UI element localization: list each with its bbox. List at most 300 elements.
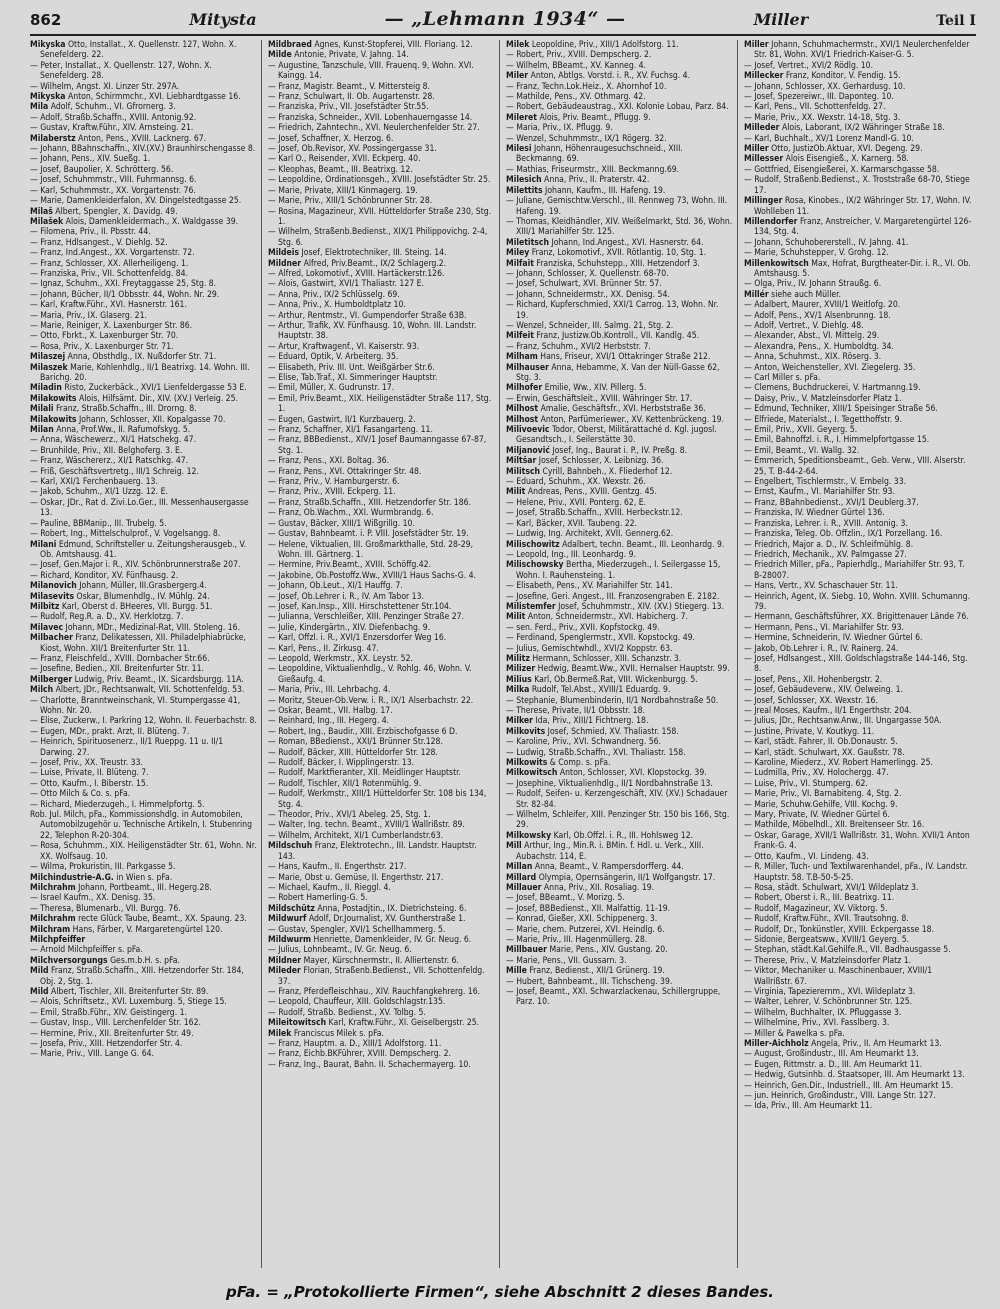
entry-details: — Wilhelm, Architekt, XI/1 Cumberlandstr.63. [268,830,444,841]
entry-details: — Israel Kaufm., XX. Denisg. 35. [30,893,156,904]
entry-details: — Josephine, Viktualienhdlg., II/1 Nordbahnstraße 13. [506,778,713,789]
entry-details: — Gustav, Kraftw.Führ., XIV. Arnsteing. 21. [30,123,194,134]
entry-details: — Heinrich, Agent, IX. Siebg. 10, Wohn. XVIII. Schumanng. 79. [744,591,971,612]
directory-entry [30,362,257,384]
directory-entry [30,92,257,103]
entry-details: Max, Hofrat, Burgtheater-Dir. i. R., VI. Ob. Amtshausg. 5. [754,258,971,279]
directory-entry [30,425,257,436]
entry-details: — Johann, Pens., XIV. Sueßg. 1. [30,154,151,165]
directory-entry [30,893,257,904]
directory-entry [268,643,495,654]
directory-entry [30,102,257,113]
entry-details: Andreas, Pens., XVIII. Gentzg. 45. [527,487,657,498]
directory-entry [30,1039,257,1049]
entry-details: — Ludwig, Ing. Architekt, XVII. Gennerg.62. [506,529,674,540]
directory-entry [506,123,733,134]
entry-details: — Marie, Schuhw.Gehilfe, VIII. Kochg. 9. [744,799,898,810]
entry-details: — Franz, Magistr. Beamt., V. Mittersteig 8. [268,81,430,92]
directory-entry [268,622,495,633]
directory-entry [506,664,733,675]
directory-entry [30,653,257,664]
entry-surname: Millbauer [506,945,547,956]
entry-surname: Milhofer [506,383,543,394]
directory-entry [744,986,972,997]
entry-details: — Miller & Pawelka s. pFa. [744,1028,845,1039]
entry-details: — Oskar, Garage, XVII/1 Wallrißstr. 31, Wohn. XVII/1 Anton Frank-G. 4. [744,830,970,852]
entry-details: — Alfred, Lokomotivf., XVIII. Hartäckerstr.126. [268,268,445,279]
directory-entry [506,830,733,841]
directory-entry [30,862,257,873]
entry-surname: Milaš [30,206,53,217]
directory-entry [744,591,972,613]
directory-entry [744,508,972,519]
entry-details: — Julius, JDr., Rechtsanw.Anw., III. Ungargasse 50A. [744,716,942,727]
entry-details: — Eugen, Rittmstr. a. D., III. Am Heumarkt 11. [744,1059,923,1070]
directory-entry [744,320,972,331]
entry-details: — Franziska, Priv., VII. Josefstädter Str.55. [268,102,429,113]
entry-details: Angela, Priv., II. Am Heumarkt 13. [811,1039,942,1049]
entry-details: Bertha, Miederzugeh., I. Seilergasse 15, Wohn. I. Rauhensteing. 1. [516,560,721,581]
directory-entry [30,310,257,321]
entry-details: — Rudolf, Straßenb.Bedienst., X. Troststraße 68-70, Stiege 17. [744,175,970,196]
entry-surname: Millenkowitsch [744,258,809,269]
entry-surname: Milhauser [506,362,549,373]
entry-details: — Hans, Vertr., XV. Schaschauer Str. 11. [744,581,898,592]
directory-entry [30,456,257,467]
directory-entry [30,123,257,134]
entry-details: — Wenzel, Schuhmmstr., IX/1 Rögerg. 32. [506,133,667,144]
directory-entry [506,737,733,748]
entry-details: — Carl Miller s. pFa. [744,373,821,383]
entry-details: Ges.m.b.H. s. pFa. [110,955,180,966]
entry-surname: Milaszek [30,362,68,373]
entry-details: — Franz, Ind.Angest., XX. Vorgartenstr. 72. [30,248,195,259]
entry-surname: Mildner [268,258,302,269]
directory-entry [506,539,733,550]
entry-details: Marie, Kohlenhdlg., II/1 Beatrixg. 14. Wohn. III. Barichg. 20. [40,362,250,383]
entry-details: — Rudolf, Bäcker, XIII. Hütteldorfer Str. 128. [268,747,438,758]
entry-details: — Anna, Priv., X. Humboldtplatz 10. [268,300,406,311]
entry-details: — Richard, Kupferschmied, XXI/1 Carrog. 13, Wohn. Nr. 19. [506,300,719,321]
entry-details: Johann, Kaufm., III. Hafeng. 19. [545,185,666,196]
directory-entry [744,1049,972,1060]
entry-details: — Johann, Bücher, II/1 Obbsstr. 44, Wohn. Nr. 29. [30,289,220,300]
entry-details: Olympia, Opernsängerin, II/1 Wolfgangstr. 17. [538,872,716,883]
entry-details: Franz, Justizw.Ob.Kontroll., VII. Kandlg. 45. [536,331,700,342]
directory-entry [744,726,972,737]
directory-entry [268,154,495,165]
directory-entry [744,862,972,883]
entry-details: — Wilhelm, Straßenb.Bedienst., XIX/1 Philippovichg. 2-4, Stg. 6. [268,227,488,248]
entry-surname: Milasevits [30,591,75,602]
directory-entry [268,653,495,664]
entry-details: Karl, Ob.Offzl. i. R., III. Hohlsweg 12. [553,830,694,841]
directory-entry [268,320,495,342]
entry-details: — Josef, Vertret., XVI/2 Rödlg. 10. [744,60,874,71]
directory-entry [744,789,972,800]
entry-surname: Mill [506,841,522,852]
entry-details: — Franz, Wäschererz., XI/1 Ratschkg. 47. [30,456,189,467]
entry-surname: Militsch [506,466,541,477]
entry-details: — Alois, Gastwirt, XVI/1 Thaliastr. 127 E. [268,279,424,290]
entry-details: — Franz, Schlosser, XX. Allerheiligeng. 1. [30,258,189,269]
entry-details: Cyrill, Bahnbeh., X. Fliederhof 12. [542,466,673,477]
entry-details: — Karl, städt. Schulwart, XX. Gaußstr. 78. [744,747,905,758]
entry-surname: Milberger [30,674,73,685]
entry-surname: Mildwurm [268,934,312,945]
directory-entry [506,934,733,945]
directory-entry [268,300,495,311]
directory-entry [268,591,495,602]
entry-details: Alois, Laborant, IX/2 Währinger Straße 18. [781,123,945,134]
entry-details: — Ida, Priv., III. Am Heumarkt 11. [744,1101,873,1112]
directory-entry [744,778,972,789]
entry-details: — Richard, Konditor, XV. Fünfhausg. 2. [30,570,179,581]
directory-entry [30,1018,257,1029]
entry-details: — Franz, Ing., Baurat, Bahn. II. Schachermayerg. 10. [268,1059,471,1070]
directory-entry [744,71,972,82]
entry-details: Alois, Hilfsämt. Dir., XIV. (XV.) Verleig. 25. [79,393,238,404]
directory-entry [268,841,495,862]
entry-details: — Otto, Kaufm., VI. Lindeng. 43. [744,851,869,862]
entry-details: Albert, Tischler, XII. Breitenfurter Str. 89. [51,986,209,997]
directory-entry [30,487,257,498]
directory-entry [744,352,972,363]
directory-entry [744,945,972,956]
entry-details: Anton, Parfümeriewer., XV. Kettenbrückeng. 19. [540,414,725,425]
directory-entry [744,1039,972,1049]
page-number: 862 [30,11,62,29]
entry-details: — Olga, Priv., IV. Johann Straußg. 6. [744,279,882,290]
entry-details: — Artur, Kraftwagenf., VI. Kaiserstr. 93. [268,341,420,352]
entry-details: — Augustine, Tanzschule, VIII. Frauenq. 9, Wohn. XVI. Kaingg. 14. [268,60,474,82]
entry-surname: Mileder [268,966,301,977]
directory-entry [30,352,257,363]
entry-details: — Hermine, Priv.Beamt., XVIII. Schöffg.42. [268,560,432,571]
entry-details: — Robert, Ing., Baudir., XIII. Erzbischofgasse 6 D. [268,726,458,737]
entry-details: — Daisy, Priv., V. Matzleinsdorfer Platz 1. [744,393,902,404]
entry-details: Mayer, Kürschnermstr., II. Alliertenstr. 6. [303,955,459,966]
directory-entry [506,841,733,862]
entry-details: — Helene, Priv., XVII. Ponterg. 62, E. [506,497,647,508]
entry-details: — Viktor, Mechaniker u. Maschinenbauer, XVIII/1 Wallrißstr. 67. [744,966,933,987]
directory-entry [30,435,257,446]
directory-entry [268,966,495,987]
column-4 [744,40,976,1268]
entry-surname: Milanovich [30,581,77,592]
directory-entry [744,768,972,779]
entry-details: — Marie, Schuhstepper, V. Grohg. 12. [744,248,889,259]
directory-entry [30,622,257,633]
entry-details: — Karl, Pens., VII. Schottenfeldg. 27. [744,102,886,113]
entry-details: — Julianna, Verschleißer, XIII. Penzinger Straße 27. [268,612,465,623]
entry-surname: Milleder [744,123,780,134]
entry-details: — Wilhelm, Angst. XI. Linzer Str. 297A. [30,81,180,92]
entry-details: — R. Miller, Tuch- und Textilwarenhandel, pFa., IV. Landstr. Hauptstr. 58. T.B-50-5-25. [744,862,968,883]
entry-details: — Otto, Kaufm., I. Biberstr. 15. [30,778,149,789]
entry-surname: Mildschütz [268,903,315,914]
directory-entry [30,227,257,238]
directory-entry [268,633,495,644]
directory-entry [744,799,972,810]
entry-details: — Adalbert, Maurer, XVIII/1 Weitlofg. 20. [744,300,901,311]
directory-entry [506,862,733,873]
entry-surname: Milesi [506,144,532,155]
directory-entry [268,185,495,196]
directory-entry [30,112,257,123]
entry-details: Rob. Jul. Milch, pFa., Kommissionshdlg. in Automobilen, Automobilzugehör u. Technische Artikeln, I. Stubenring 22, Telephon R-20-304. [30,810,252,841]
directory-entry [268,768,495,779]
entry-details: — Friß, Geschäftsvertretg., III/1 Schreig. 12. [30,466,199,477]
entry-details: — Elisabeth, Priv. III. Unt. Weißgärber Str.6. [268,362,435,373]
entry-details: Hans, Friseur, XVI/1 Ottakringer Straße 212. [540,352,711,363]
directory-entry [268,497,495,508]
directory-entry [30,841,257,862]
directory-entry [506,60,733,71]
entry-details: — Wilhelm, Schleifer, XIII. Penzinger Str. 150 bis 166, Stg. 29. [506,810,730,831]
directory-entry [506,248,733,259]
entry-details: Hedwig, Beamt.Ww., XVII. Hernalser Hauptstr. 99. [537,664,730,675]
directory-entry [30,383,257,394]
entry-surname: Milkowsky [506,830,552,841]
directory-entry [268,539,495,561]
directory-entry [30,560,257,571]
directory-entry [268,310,495,321]
directory-entry [506,872,733,883]
entry-details: — Elise, Zuckerw., I. Parkring 12, Wohn. II. Feuerbachstr. 8. [30,716,257,727]
directory-entry [30,341,257,352]
entry-details: Oskar, Blumenhdlg., IV. Mühlg. 24. [76,591,210,602]
entry-details: — Rosa, Priv., X. Laxenburger Str. 71. [30,341,174,352]
entry-details: Franz, Konditor, V. Fendig. 15. [785,71,901,82]
entry-surname: Miller [744,144,769,155]
entry-details: Johann, Schuhmachermstr., XVI/1 Neulerchenfelder Str. 81, Wohn. XVI/1 Friedrich-Kaiser-G. 5. [754,40,970,61]
directory-entry [506,425,733,446]
directory-entry [506,112,733,123]
directory-entry [30,133,257,144]
entry-details: — Emil, Beamt., VI. Wallg. 32. [744,445,860,456]
directory-entry [506,237,733,248]
entry-details: — Theresa, Blumenarb., VII. Burgg. 76. [30,903,181,914]
entry-details: — Johann, Schlosser, X. Quellenstr. 68-70. [506,268,669,279]
entry-details: — Leopoldine, Viktualienhdlg., V. Rohlg. 46, Wohn. V. Gießaufg. 4. [268,664,472,685]
directory-entry [744,300,972,311]
directory-entry [744,893,972,904]
directory-entry [744,341,972,352]
entry-surname: Milek [506,40,530,50]
entry-details: — Karl, Offzl. i. R., XVI/1 Enzersdorfer Weg 16. [268,633,447,644]
directory-entry [268,664,495,685]
directory-entry [506,456,733,467]
directory-entry [506,549,733,560]
entry-details: — Edmund, Techniker, XIII/1 Speisinger Straße 56. [744,404,938,415]
entry-details: — Karl, Buchhalt., XV/1 Lorenz Mandl-G. 10. [744,133,914,144]
entry-details: — Rudolf, Kraftw.Führ., XVII. Trautsohng. 8. [744,914,909,925]
entry-details: — Ludmilla, Priv., XV. Holochergg. 47. [744,768,889,779]
entry-details: — Elise, Tab.Traf., XI. Simmeringer Hauptstr. [268,373,438,383]
directory-entry [744,851,972,862]
directory-entry [30,529,257,540]
entry-surname: Milius [506,674,532,685]
entry-details: Johann, MDr., Medizinal-Rat, VIII. Stoleng. 16. [65,622,241,633]
entry-details: — Leopold, Ing., III. Leonhardg. 9. [506,549,636,560]
directory-entry [506,518,733,529]
directory-entry [506,40,733,50]
entry-surname: Milistemfer [506,601,556,612]
entry-details: — Josef, Straßb.Schaffn., XVIII. Herbeckstr.12. [506,508,683,519]
entry-details: Arthur, Ing., Min.R. i. BMin. f. Hdl. u. Verk., XIII. Aubachstr. 114, E. [516,841,704,862]
directory-entry [506,945,733,956]
entry-surname: Mildeis [268,248,300,259]
entry-details: Franz, Elektrotechn., III. Landstr. Hauptstr. 143. [278,841,477,862]
directory-entry [744,144,972,155]
directory-entry [506,393,733,404]
entry-details: — Franz, Pferdefleischhau., XIV. Rauchfangkehrerg. 16. [268,986,481,997]
directory-entry [506,716,733,727]
directory-entry [268,830,495,841]
entry-details: — Josef, Schuhmmstr., VIII. Fuhrmannsg. 6. [30,175,197,186]
directory-entry [506,175,733,186]
entry-details: — Luise, Priv., VI. Stumperg. 62. [744,778,868,789]
directory-entry [30,518,257,529]
directory-entry [744,820,972,831]
directory-entry [268,341,495,352]
directory-entry [506,612,733,623]
directory-entry [744,81,972,92]
directory-entry [506,622,733,633]
directory-entry [744,810,972,821]
entry-details: — Josef, Baupolier, X. Schrötterg. 56. [30,164,174,175]
directory-entry [30,695,257,717]
entry-details: — Erwin, Geschäftsleit., XVIII. Währinger Str. 17. [506,393,693,404]
entry-details: — Emil, Bahnoffzl. i. R., I. Himmelpfortgasse 15. [744,435,930,446]
entry-details: — Marie, Priv., VIII. Lange G. 64. [30,1049,154,1060]
entry-details: — Franziska, Priv., VII. Schottenfeldg. 84. [30,268,189,279]
entry-details: — Wilhelm, Buchhalter, IX. Pfluggasse 3. [744,1007,902,1018]
directory-entry [506,726,733,737]
entry-details: — Karoline, Priv., XVI. Schwandnerg. 56. [506,737,662,748]
entry-details: — Hans, Kaufm., II. Engerthstr. 217. [268,862,407,873]
entry-details: — Justine, Private, V. Koutkyg. 11. [744,726,875,737]
entry-details: Anna, Hebamme, X. Van der Nüll-Gasse 62, Stg. 3. [516,362,720,383]
directory-entry [30,601,257,612]
entry-surname: Mille [506,966,527,977]
column-2 [268,40,500,1268]
directory-entry [268,50,495,61]
entry-details: — Theodor, Priv., XVI/1 Abeleg. 25, Stg. 1. [268,810,431,821]
entry-details: — Josef, Ob.Revisor, XV. Possingergasse 31. [268,144,437,155]
directory-entry [506,685,733,696]
directory-entry [30,685,257,696]
directory-entry [268,758,495,769]
entry-details: — Franz, BBBedienst., XIV/1 Josef Baumanngasse 67-87, Stg. 1. [268,435,487,456]
entry-details: — Filomena, Priv., II. Pbsstr. 44. [30,227,151,238]
directory-entry [744,425,972,436]
directory-entry [268,227,495,248]
entry-surname: Milettits [506,185,543,196]
entry-details: — Anna, Wäschewerz., XI/1 Hatschekg. 47. [30,435,197,446]
entry-details: — Heinrich, Gen.Dir., Industriell., III. Am Heumarkt 15. [744,1080,954,1091]
entry-details: Adolf, Dr.Journalist, XV. Guntherstraße 1. [308,914,466,925]
entry-details: — Emil, Priv.Beamt., XIX. Heiligenstädter Straße 117, Stg. 1. [268,393,492,415]
directory-entry [744,581,972,592]
directory-entry [30,945,257,956]
directory-entry [268,144,495,155]
entry-details: Franziska, Schuhstepp., XIII. Hetzendorf 3. [536,258,700,269]
entry-details: — Adolf, Straßb.Schaffn., XVIII. Antonig.92. [30,112,197,123]
directory-entry [506,810,733,831]
entry-details: Adolf, Schuhm., VI. Gfrornerg. 3. [50,102,176,113]
directory-entry [506,882,733,893]
entry-details: — Franz, Hdlsangest., V. Diehlg. 52. [30,237,168,248]
entry-details: — Ferdinand, Spenglermstr., XVII. Kopstockg. 49. [506,633,695,644]
directory-entry [30,40,257,61]
directory-entry [268,581,495,592]
directory-entry [744,60,972,71]
entry-details: Anton, Schirmmchr., XVI. Liebhardtgasse 16. [67,92,241,103]
entry-details: — Gustav, Spengler, XVI/1 Schellhammerg. 5. [268,924,446,935]
directory-entry [30,966,257,987]
entry-details: — Johann, Schneidermstr., XX. Denisg. 54. [506,289,670,300]
entry-details: — Franz, Ob.Wachm., XXI. Wurmbrandg. 6. [268,508,434,519]
entry-details: — Jakobine, Ob.Postoffz.Ww., XVIII/1 Haus Sachs-G. 4. [268,570,476,581]
directory-entry [268,112,495,123]
directory-entry [506,706,733,716]
directory-entry [30,60,257,82]
entry-details: — Franz, Priv., XVIII. Eckperg. 11. [268,487,396,498]
directory-entry [744,1070,972,1081]
entry-surname: Mildbraed [268,40,312,50]
directory-entry [268,477,495,488]
entry-details: — Ignaz, Schuhm., XXI. Freytaggasse 25, Stg. 8. [30,279,217,290]
entry-details: — Eduard, Schuhm., XX. Wexstr. 26. [506,477,646,488]
entry-surname: Milischowitz [506,539,560,550]
directory-entry [744,310,972,321]
entry-details: — Wenzel, Schneider, III. Salmg. 21, Stg. 2. [506,320,674,331]
directory-entry [30,279,257,290]
directory-entry [506,164,733,175]
entry-details: — Josef, Gen.Major i. R., XIV. Schönbrunnerstraße 207. [30,560,241,571]
directory-entry [744,924,972,935]
directory-entry [268,383,495,394]
directory-entry [30,664,257,675]
directory-entry [30,414,257,425]
directory-entry [744,123,972,134]
entry-details: — Rudolf, Werkmstr., XIII/1 Hütteldorfer Str. 108 bis 134, Stg. 4. [268,789,487,810]
directory-entry [506,986,733,1008]
directory-entry [268,362,495,373]
directory-entry [268,893,495,904]
header-last-keyword: Miller [753,10,809,29]
directory-entry [506,362,733,384]
directory-entry [268,102,495,113]
entry-surname: Millesser [744,154,784,165]
directory-entry [30,81,257,92]
directory-entry [30,633,257,654]
directory-entry [30,674,257,685]
entry-details: — Hermann, Geschäftsführer, XX. Brigittenauer Lände 76. [744,612,969,623]
directory-entry [506,560,733,581]
entry-details: — Franz, Schuhm., XVI/2 Herbststr. 7. [506,341,651,352]
directory-entry [268,373,495,383]
directory-entry [268,945,495,956]
entry-details: — Josef, Pens., XII. Hohenbergstr. 2. [744,674,883,685]
entry-details: — Adolf, Pens., XV/1 Alsenbrunng. 18. [744,310,891,321]
entry-details: — Rudolf, Bäcker, I. Wipplingerstr. 13. [268,758,415,769]
entry-details: — Mathilde, Pens., XV. Othmarg. 42. [506,92,646,103]
entry-details: — Rudolf, Reg.R. a. D., XV. Herklotzg. 7. [30,612,184,623]
entry-details: — Friedrich Miller, pFa., Papierhdlg., Mariahilfer Str. 93, T. B-28007. [744,560,965,581]
